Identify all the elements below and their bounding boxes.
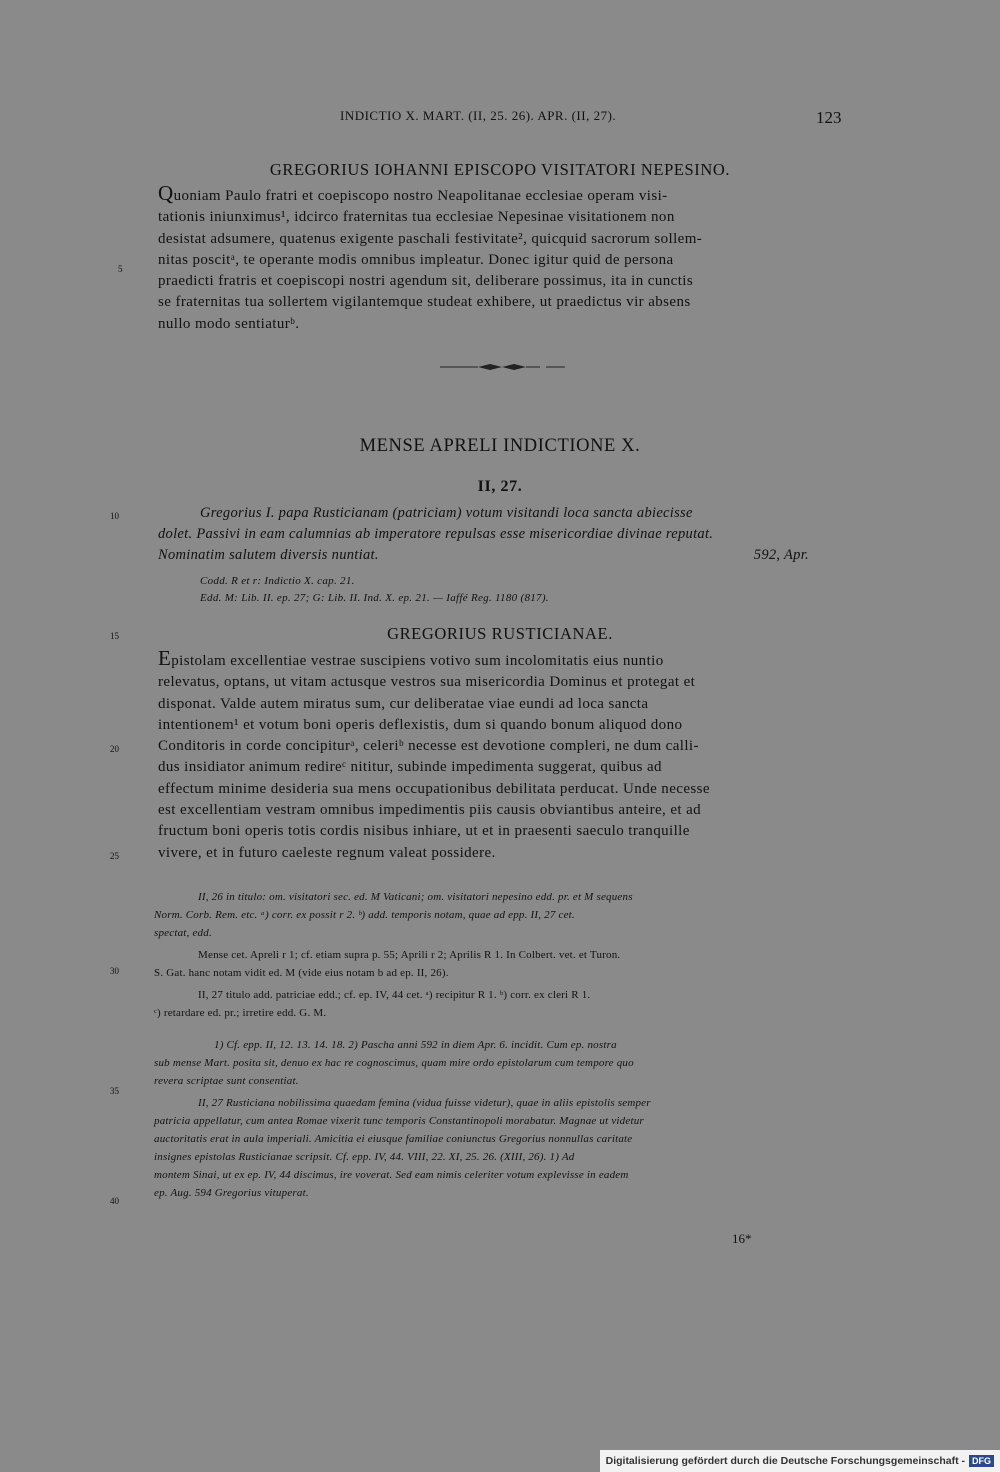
footnote-line: insignes epistolas Rusticianae scripsit. Cf. epp. IV, 44. VIII, 22. XI, 25. 26. (XIII, 26). 1) Ad (154, 1151, 575, 1163)
apparatus-line: II, 27 titulo add. patriciae edd.; cf. ep. IV, 44 cet. ᵃ) recipitur R 1. ᵇ) corr. ex cleri R 1. (198, 989, 591, 1001)
running-head: INDICTIO X. MART. (II, 25. 26). APR. (II, 27). (340, 108, 617, 123)
regest-date: 592, Apr. (753, 547, 809, 563)
footnote-line: patricia appellatur, cum antea Romae vixerit tunc temporis Constantinopoli morabatur. Magnae ut videtur (154, 1115, 644, 1127)
footnotes (154, 1036, 842, 1202)
line-number: 30 (110, 966, 119, 976)
letter2-text (158, 646, 843, 864)
line-number: 35 (110, 1086, 119, 1096)
line-number: 20 (110, 744, 119, 754)
ornament-divider (440, 362, 565, 372)
text-line: est excellentiam vestram omnibus impedimentis piis causis obviantibus anteire, et ad (158, 802, 702, 819)
regest-line: Nominatim salutem diversis nuntiat. (158, 547, 379, 563)
line-number: 40 (110, 1196, 119, 1206)
line-number: 25 (110, 851, 119, 861)
line-number: 5 (118, 264, 123, 274)
letter2-title: GREGORIUS RUSTICIANAE. (387, 624, 613, 643)
dropcap: E (158, 646, 172, 670)
text-line: effectum minime desideria sua mens occupationibus debilitata perducat. Unde necesse (158, 780, 710, 797)
critical-apparatus (154, 888, 842, 1022)
text-line: nullo modo sentiaturᵇ. (158, 315, 300, 332)
text-line: uoniam Paulo fratri et coepiscopo nostro Neapolitanae ecclesiae operam visi- (173, 188, 668, 204)
letter1-title: GREGORIUS IOHANNI EPISCOPO VISITATORI NEPESINO. (269, 160, 731, 179)
line-number: 10 (110, 511, 119, 521)
text-line: fructum boni operis totis cordis nisibus inhiare, ut et in praesenti saeculo tranquille (158, 823, 690, 840)
apparatus-line: Mense cet. Apreli r 1; cf. etiam supra p. 55; Aprili r 2; Aprilis R 1. In Colbert. vet. et Turon. (198, 949, 621, 961)
section-title: MENSE APRELI INDICTIONE X. (359, 436, 641, 456)
signature-mark: 16* (732, 1231, 752, 1246)
text-line: relevatus, optans, ut vitam actusque vestros sua misericordia Dominus et protegat et (158, 674, 696, 691)
footnote-line: ep. Aug. 594 Gregorius vituperat. (154, 1187, 309, 1199)
text-line: se fraternitas tua sollertem vigilantemque studeat exhibere, ut praedictus vir absens (158, 294, 691, 311)
text-line: dus insidiator animum redireᶜ nititur, subinde impedimenta suggerat, quibus ad (158, 759, 662, 776)
text-line: Conditoris in corde concipiturᵃ, celeriᵇ necesse est devotione compleri, ne dum calli- (158, 738, 699, 755)
text-line: pistolam excellentiae vestrae suscipiens votivo sum incolomitatis eius nuntio (171, 653, 664, 669)
apparatus-line: Norm. Corb. Rem. etc. ᵃ) corr. ex possit r 2. ᵇ) add. temporis notam, quae ad epp. II, 27 cet. (154, 909, 575, 921)
dropcap: Q (158, 181, 174, 205)
text-line: vivere, et in futuro caeleste regnum valeat possidere. (158, 844, 496, 861)
footnote-line: montem Sinai, ut ex ep. IV, 44 discimus, ire voverat. Sed eam nimis celeriter votum explevisse in eadem (154, 1169, 629, 1181)
line-number: 15 (110, 631, 119, 641)
editions: Edd. M: Lib. II. ep. 27; G: Lib. II. Ind. X. ep. 21. — Iaffé Reg. 1180 (817). (200, 592, 549, 604)
codices: Codd. R et r: Indictio X. cap. 21. (200, 575, 355, 587)
apparatus-line: spectat, edd. (154, 927, 212, 939)
text-line: intentionem¹ et votum boni operis deflexistis, dum si quando bonum aliquod dono (158, 716, 683, 733)
footnote-line: sub mense Mart. posita sit, denuo ex hac re cognoscimus, quam mire ordo epistolarum cum tempore quo (154, 1057, 634, 1069)
regest (158, 503, 843, 566)
letter-number: II, 27. (477, 478, 523, 495)
footer-text: Digitalisierung gefördert durch die Deutsche Forschungsgemeinschaft - (605, 1455, 965, 1467)
dfg-logo: DFG (969, 1455, 994, 1467)
regest-line: dolet. Passivi in eam calumnias ab imperatore repulsas esse misericordiae divinae reputat. (158, 526, 714, 542)
footnote-line: 1) Cf. epp. II, 12. 13. 14. 18. 2) Pascha anni 592 in diem Apr. 6. incidit. Cum ep. nostra (214, 1039, 617, 1051)
letter1-text (158, 181, 843, 335)
apparatus-line: ᶜ) retardare ed. pr.; irretire edd. G. M. (154, 1007, 327, 1019)
text-line: nitas poscitᵃ, te operante modis omnibus impleatur. Donec igitur quid de persona (158, 251, 674, 268)
funding-footer (600, 1450, 1000, 1472)
text-line: tationis iniunximus¹, idcirco fraternitas tua ecclesiae Nepesinae visitationem non (158, 209, 675, 226)
regest-line: Gregorius I. papa Rusticianam (patriciam) votum visitandi loca sancta abiecisse (200, 505, 693, 521)
apparatus-line: S. Gat. hanc notam vidit ed. M (vide eius notam b ad ep. II, 26). (154, 967, 449, 979)
text-line: desistat adsumere, quatenus exigente paschali festivitate², quicquid sacrorum sollem- (158, 230, 703, 247)
text-line: praedicti fratris et coepiscopi nostri agendum sit, deliberare possimus, ita in cunctis (158, 273, 694, 290)
footnote-line: II, 27 Rusticiana nobilissima quaedam femina (vidua fuisse videtur), quae in aliis epistolis semper (198, 1097, 651, 1109)
page-number: 123 (816, 108, 842, 127)
footnote-line: auctoritatis erat in aula imperiali. Amicitia ei eiusque familiae coniunctus Gregorius nonnullas caritate (154, 1133, 633, 1145)
text-line: disponat. Valde autem miratus sum, cur deliberatae viae eundi ad loca sancta (158, 695, 649, 712)
footnote-line: revera scriptae sunt consentiat. (154, 1075, 299, 1087)
apparatus-line: II, 26 in titulo: om. visitatori sec. ed. M Vaticani; om. visitatori nepesino edd. pr. et M sequens (198, 891, 633, 903)
